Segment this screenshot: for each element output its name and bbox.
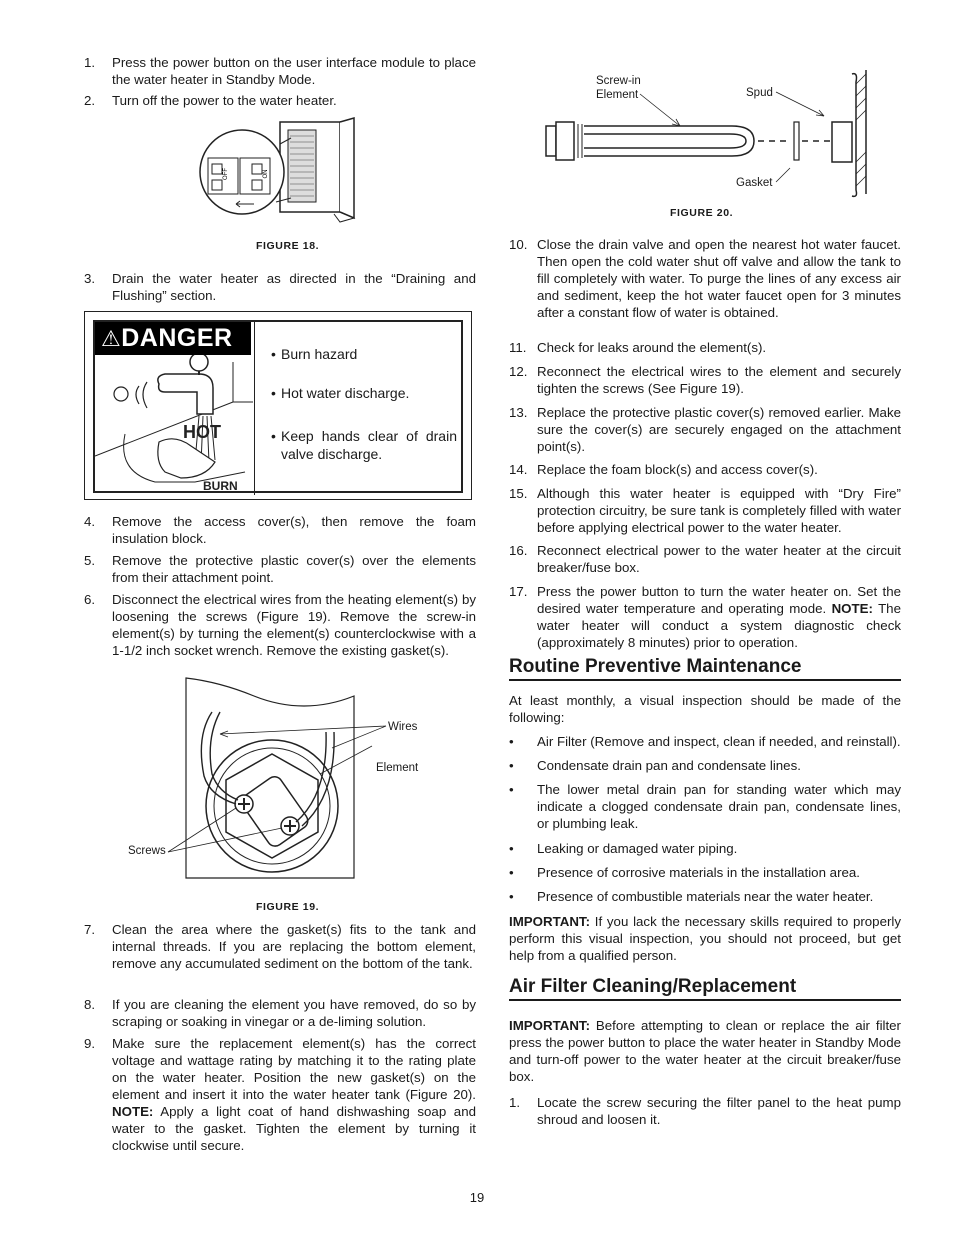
wires-label: Wires bbox=[388, 721, 418, 733]
danger-item-hot-water: • Hot water discharge. bbox=[271, 385, 410, 401]
screw-in-label: Screw-in bbox=[596, 75, 641, 87]
air-filter-heading: Air Filter Cleaning/Replacement bbox=[509, 976, 797, 997]
step-14: 14. Replace the foam block(s) and access cover(s). bbox=[509, 462, 818, 477]
maintenance-important: IMPORTANT: If you lack the necessary skills required to properly perform this visual inspection, you should not proceed, but get help from a qualified person. bbox=[509, 914, 901, 963]
figure-18-caption: FIGURE 18. bbox=[256, 240, 320, 252]
maintenance-rule bbox=[509, 679, 901, 681]
danger-warning-box bbox=[84, 311, 472, 500]
gasket-label: Gasket bbox=[736, 177, 773, 189]
maintenance-bullet: • Leaking or damaged water piping. bbox=[509, 841, 738, 856]
step-12: 12. Reconnect the electrical wires to the element and securely tighten the screws (See Figure 19). bbox=[509, 364, 901, 396]
danger-inner-frame bbox=[93, 320, 463, 493]
step-10: 10. Close the drain valve and open the nearest hot water faucet. Then open the cold water shut off valve and allow the tank to fill completely with water. To purge the lines of any excess air and sediment, keep the hot water faucet open for 3 minutes after a constant flow of water is obtained. bbox=[509, 237, 901, 320]
step-13: 13. Replace the protective plastic cover(s) removed earlier. Make sure the cover(s) are securely engaged on the attachment point(s). bbox=[509, 405, 901, 454]
step-7: 7. Clean the area where the gasket(s) fits to the tank and internal threads. If you are replacing the bottom element, remove any accumulated sediment on the bottom of the tank. bbox=[84, 922, 476, 971]
danger-item-burn-hazard: • Burn hazard bbox=[271, 346, 358, 362]
screws-label: Screws bbox=[128, 845, 166, 857]
air-filter-important: IMPORTANT: Before attempting to clean or replace the air filter press the power button to place the water heater in Standby Mode and turn-off power to the water heater at the circuit breaker/fuse box. bbox=[509, 1018, 901, 1084]
air-filter-rule bbox=[509, 999, 901, 1001]
hot-label: HOT bbox=[183, 422, 221, 442]
step-11: 11. Check for leaks around the element(s). bbox=[509, 340, 767, 355]
figure-18-breaker-illustration bbox=[196, 114, 366, 230]
maintenance-heading: Routine Preventive Maintenance bbox=[509, 656, 802, 677]
breaker-off-label: OFF bbox=[223, 168, 229, 180]
maintenance-bullet: • Condensate drain pan and condensate lines. bbox=[509, 758, 801, 773]
danger-item-keep-hands-clear: • Keep hands clear of drain valve discharge. bbox=[271, 428, 457, 462]
spud-label: Spud bbox=[746, 87, 773, 99]
maintenance-bullet: • Presence of corrosive materials in the installation area. bbox=[509, 865, 860, 880]
warning-triangle-icon: ⚠ bbox=[101, 326, 122, 351]
figure-20-element-illustration bbox=[540, 66, 876, 200]
step-8: 8. If you are cleaning the element you have removed, do so by scraping or soaking in vinegar or a de-liming solution. bbox=[84, 997, 476, 1029]
step-4: 4. Remove the access cover(s), then remove the foam insulation block. bbox=[84, 514, 476, 546]
danger-title: DANGER bbox=[121, 324, 233, 352]
step-6: 6. Disconnect the electrical wires from the heating element(s) by loosening the screws (Figure 19). Remove the screw-in element(s) by turning the element(s) counterclockwise with a 1-1/2 inch socket wrench. Remove the existing gasket(s). bbox=[84, 592, 476, 658]
element-label: Element bbox=[376, 762, 419, 774]
maintenance-bullet: • The lower metal drain pan for standing water which may indicate a clogged condensate drain pan, condensate lines, or plumbing leak. bbox=[509, 782, 901, 831]
step-1: 1. Press the power button on the user interface module to place the water heater in Standby Mode. bbox=[84, 55, 476, 87]
maintenance-intro: At least monthly, a visual inspection should be made of the following: bbox=[509, 693, 901, 725]
figure-19-caption: FIGURE 19. bbox=[256, 901, 320, 913]
step-2: 2. Turn off the power to the water heater. bbox=[84, 93, 337, 108]
step-5: 5. Remove the protective plastic cover(s) over the elements from their attachment point. bbox=[84, 553, 476, 585]
step-3: 3. Drain the water heater as directed in the “Draining and Flushing” section. bbox=[84, 271, 476, 303]
element-label: Element bbox=[596, 89, 639, 101]
danger-header bbox=[95, 322, 251, 355]
step-16: 16. Reconnect electrical power to the water heater at the circuit breaker/fuse box. bbox=[509, 543, 901, 575]
maintenance-bullet: • Presence of combustible materials near the water heater. bbox=[509, 889, 874, 904]
air-filter-step-1: 1. Locate the screw securing the filter panel to the heat pump shroud and loosen it. bbox=[509, 1095, 901, 1127]
page-number: 19 bbox=[469, 1190, 485, 1205]
maintenance-bullet: • Air Filter (Remove and inspect, clean if needed, and reinstall). bbox=[509, 734, 901, 749]
figure-19-element-illustration bbox=[124, 676, 428, 884]
breaker-on-label: ON bbox=[263, 169, 269, 179]
step-17: 17. Press the power button to turn the water heater on. Set the desired water temperature and operating mode. NOTE: The water heater will conduct a system diagnostic check (approximately 8 minutes) prior to operation. bbox=[509, 584, 901, 650]
burn-label: BURN bbox=[203, 479, 238, 493]
step-15: 15. Although this water heater is equipped with “Dry Fire” protection circuitry, be sure tank is completely filled with water before applying electrical power to the water heater. bbox=[509, 486, 901, 535]
step-9: 9. Make sure the replacement element(s) has the correct voltage and wattage rating by matching it to the rating plate on the water heater. Position the new gasket(s) on the element and insert it into the water heater tank (Figure 20). NOTE: Apply a light coat of hand dishwashing soap and water to the gasket. Tighten the element by turning it clockwise until secure. bbox=[84, 1036, 476, 1153]
figure-20-caption: FIGURE 20. bbox=[670, 207, 734, 219]
